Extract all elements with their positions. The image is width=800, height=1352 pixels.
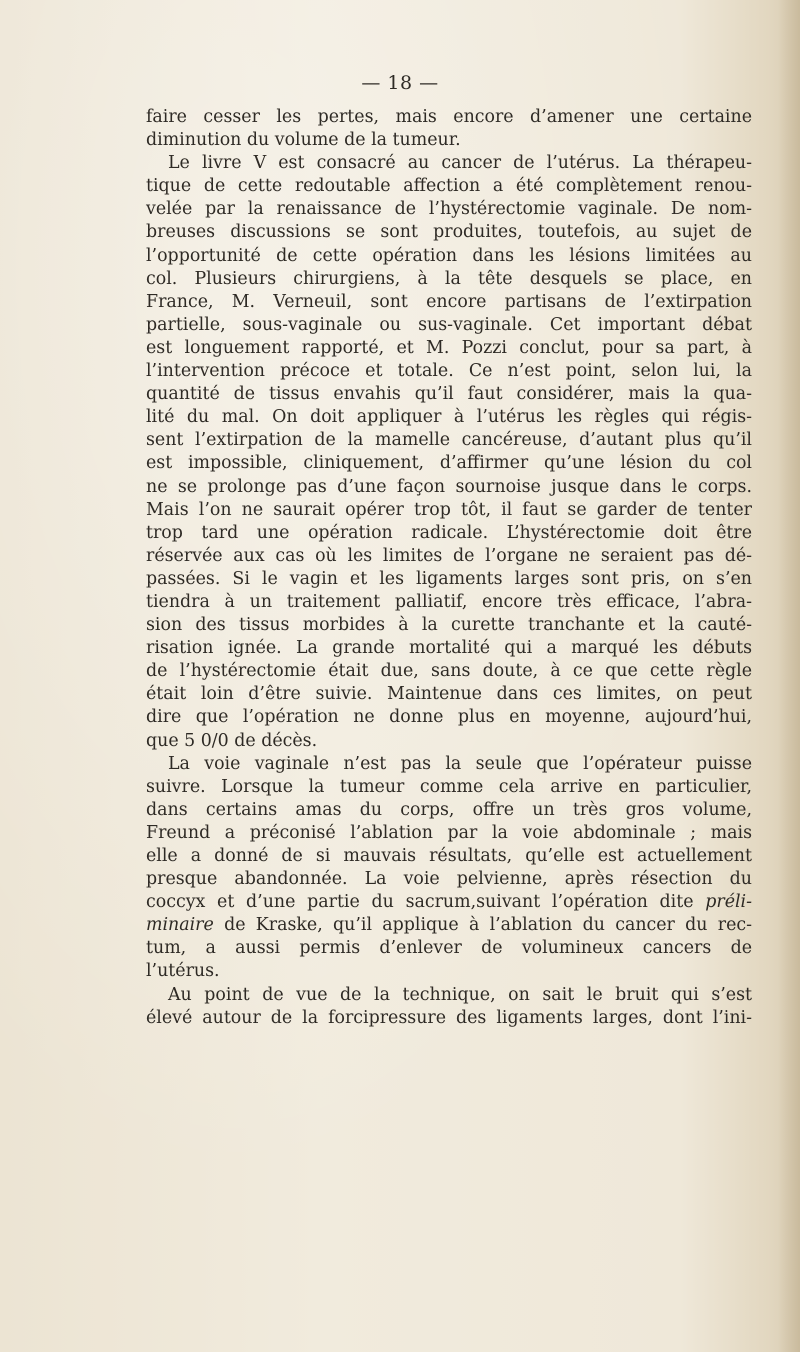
text-line: l’intervention précoce et totale. Ce n’est point, selon lui, la	[146, 361, 752, 382]
text-line: tique de cette redoutable affection a été complètement renou-	[146, 176, 752, 197]
text-line: dire que l’opération ne donne plus en moyenne, aujourd’hui,	[146, 707, 752, 728]
text-line: velée par la renaissance de l’hystérectomie vaginale. De nom-	[146, 199, 752, 220]
text-line: que 5 0/0 de décès.	[146, 730, 318, 751]
text-line: France, M. Verneuil, sont encore partisans de l’extirpation	[146, 291, 752, 312]
text-line: partielle, sous-vaginale ou sus-vaginale. Cet important débat	[146, 314, 752, 335]
text-line: sent l’extirpation de la mamelle cancéreuse, d’autant plus qu’il	[146, 430, 752, 451]
text-line: breuses discussions se sont produites, toutefois, au sujet de	[146, 222, 752, 243]
text-line: ne se prolonge pas d’une façon sournoise jusque dans le corps.	[146, 476, 752, 497]
text-line: Au point de vue de la technique, on sait le bruit qui s’est	[168, 984, 752, 1005]
italic-word: minaire	[146, 915, 214, 936]
text-line: trop tard une opération radicale. L’hystérectomie doit être	[146, 522, 752, 543]
page-number: — 18 —	[361, 72, 439, 94]
text-line: suivre. Lorsque la tumeur comme cela arrive en particulier,	[146, 776, 752, 797]
text-line: Mais l’on ne saurait opérer trop tôt, il faut se garder de tenter	[146, 499, 752, 520]
italic-word: préli-	[705, 892, 752, 913]
text-line: est longuement rapporté, et M. Pozzi conclut, pour sa part, à	[146, 337, 752, 358]
text-line-with-italic	[146, 891, 752, 914]
body-text	[146, 106, 752, 1030]
text-line: élevé autour de la forcipressure des ligaments larges, dont l’ini-	[146, 1007, 752, 1028]
text-line: l’opportunité de cette opération dans les lésions limitées au	[146, 245, 752, 266]
text-fragment: coccyx et d’une partie du sacrum,suivant l’opération dite	[146, 892, 694, 913]
text-line: presque abandonnée. La voie pelvienne, après résection du	[146, 869, 752, 890]
text-line: diminution du volume de la tumeur.	[146, 130, 461, 151]
text-line: dans certains amas du corps, offre un très gros volume,	[146, 799, 752, 820]
page-edge-shadow	[778, 0, 800, 1352]
text-line: col. Plusieurs chirurgiens, à la tête desquels se place, en	[146, 268, 752, 289]
text-line: sion des tissus morbides à la curette tranchante et la cauté-	[146, 615, 752, 636]
text-line: Freund a préconisé l’ablation par la voie abdominale ; mais	[146, 822, 752, 843]
text-line: minaire de Kraske, qu’il applique à l’ablation du cancer du rec-	[146, 915, 752, 936]
text-line: lité du mal. On doit appliquer à l’utérus les règles qui régis-	[146, 407, 752, 428]
text-line: La voie vaginale n’est pas la seule que l’opérateur puisse	[168, 753, 752, 774]
text-line: quantité de tissus envahis qu’il faut considérer, mais la qua-	[146, 384, 752, 405]
text-line: était loin d’être suivie. Maintenue dans ces limites, on peut	[146, 684, 752, 705]
text-line: tiendra à un traitement palliatif, encore très efficace, l’abra-	[146, 591, 752, 612]
text-line: l’utérus.	[146, 961, 220, 982]
text-line: Le livre V est consacré au cancer de l’utérus. La thérapeu-	[168, 153, 752, 174]
text-line: faire cesser les pertes, mais encore d’amener une certaine	[146, 107, 752, 127]
text-line: est impossible, cliniquement, d’affirmer qu’une lésion du col	[146, 453, 752, 474]
text-line: tum, a aussi permis d’enlever de volumineux cancers de	[146, 938, 752, 959]
text-line: risation ignée. La grande mortalité qui a marqué les débuts	[146, 638, 752, 659]
text-line: elle a donné de si mauvais résultats, qu’elle est actuellement	[146, 846, 752, 866]
text-line: de l’hystérectomie était due, sans doute, à ce que cette règle	[146, 661, 752, 682]
text-line: passées. Si le vagin et les ligaments larges sont pris, on s’en	[146, 568, 752, 589]
text-line: réservée aux cas où les limites de l’organe ne seraient pas dé-	[146, 545, 752, 566]
